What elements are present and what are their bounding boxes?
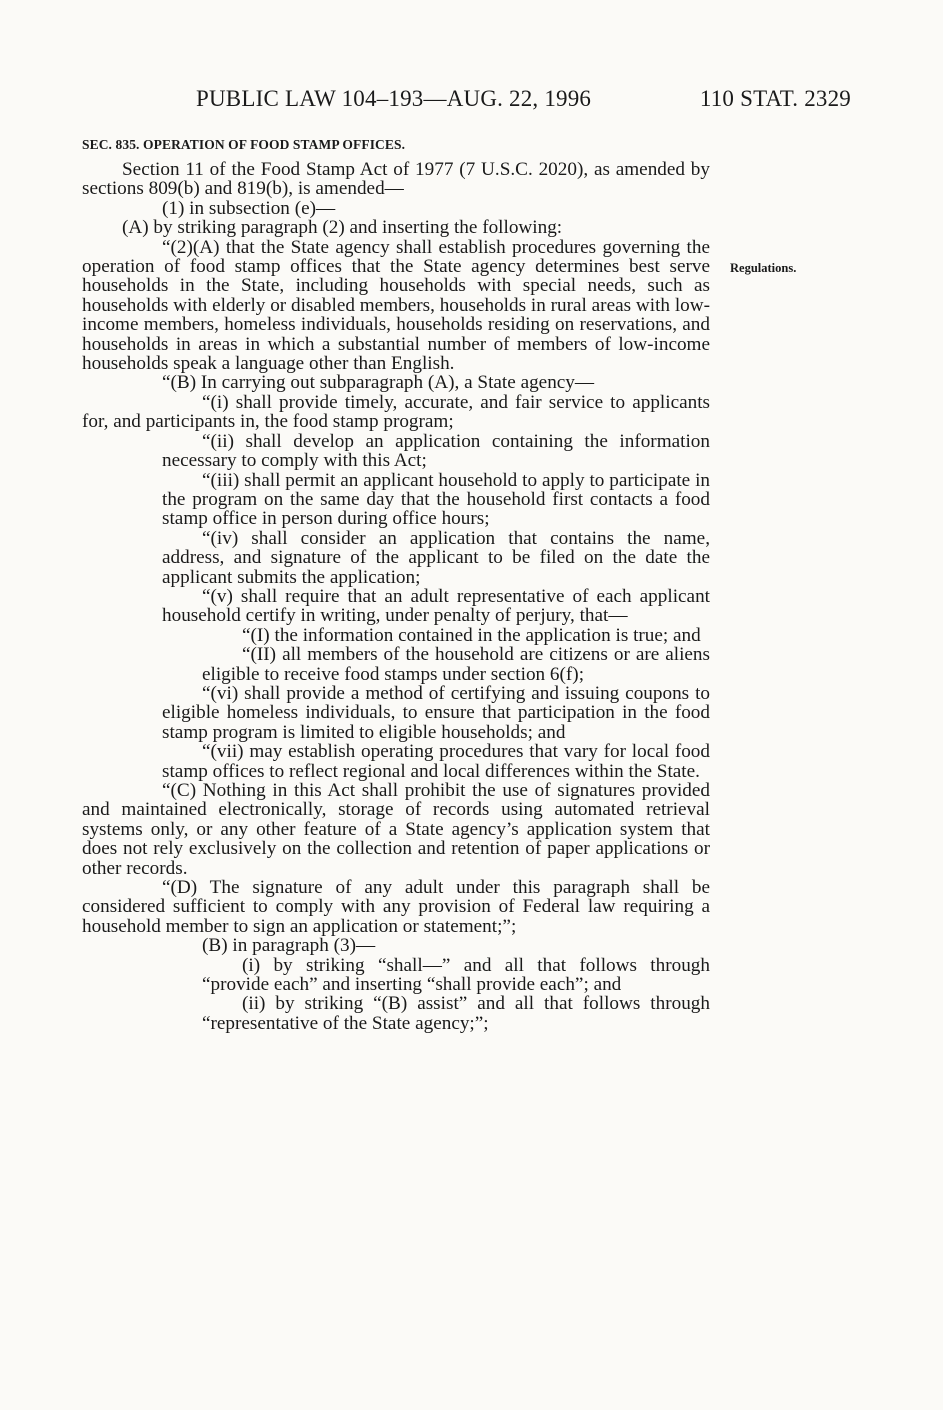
clause-iii bbox=[82, 471, 710, 529]
clause-v-text: “(v) shall require that an adult representative of each applicant household certify in writing, under penalty of perjury, that— bbox=[162, 585, 710, 627]
margin-note: Regulations. bbox=[730, 261, 797, 275]
clause-v bbox=[82, 587, 710, 626]
subclause-II: “(II) all members of the household are citizens or are aliens eligible to receive food stamps under section 6(f); bbox=[202, 644, 710, 685]
paragraph-2-A: “(2)(A) that the State agency shall establish procedures governing the operation of food stamp offices that the State agency determines best serve households in the State, including households with special needs, such as households with elderly or disabled members, households in rural areas with low-income members, homeless individuals, households residing on reservations, and households in areas in which a substantial number of members of low-income households speak a language other than English. bbox=[82, 236, 710, 375]
clause-ii: “(ii) shall develop an application containing the information necessary to comply with this Act; bbox=[162, 430, 710, 472]
header-stat-page: 110 STAT. 2329 bbox=[699, 86, 851, 111]
clause-i bbox=[82, 393, 710, 432]
paragraph-2-D: “(D) The signature of any adult under this paragraph shall be considered sufficient to comply with any provision of Federal law requiring a household member to sign an application or statement;”; bbox=[82, 877, 710, 937]
paragraph-2-B: “(B) In carrying out subparagraph (A), a State agency— bbox=[162, 372, 595, 394]
paragraph-1-A-text: (A) by striking paragraph (2) and inserting the following: bbox=[122, 217, 563, 239]
clause-iii-text: “(iii) shall permit an applicant household to apply to participate in the program on the same day that the household first contacts a food stamp office in person during office hours; bbox=[162, 469, 710, 530]
clause-i-text: “(i) shall provide timely, accurate, and fair service to applicants for, and participants in, the food stamp program; bbox=[82, 391, 710, 433]
clause-iv: “(iv) shall consider an application that contains the name, address, and signature of the applicant to be filed on the date the applicant submits the application; bbox=[162, 527, 710, 588]
paragraph-1-B: (B) in paragraph (3)— bbox=[202, 935, 376, 957]
paragraph-intro: Section 11 of the Food Stamp Act of 1977 (7 U.S.C. 2020), as amended by sections 809(b) and 819(b), is amended— bbox=[82, 159, 710, 200]
paragraph-2-C: “(C) Nothing in this Act shall prohibit the use of signatures provided and maintained electronically, storage of records using automated retrieval systems only, or any other feature of a State agency’s application system that does not rely exclusively on the collection and retention of paper applications or other records. bbox=[82, 780, 710, 879]
paragraph-1-B-i: (i) by striking “shall—” and all that follows through “provide each” and inserting “shall provide each”; and bbox=[202, 954, 710, 996]
clause-vii: “(vii) may establish operating procedures that vary for local food stamp offices to reflect regional and local differences within the State. bbox=[162, 741, 710, 782]
paragraph-1-B-ii: (ii) by striking “(B) assist” and all that follows through “representative of the State agency;”; bbox=[202, 993, 710, 1034]
document-body bbox=[82, 160, 710, 1033]
clause-vi: “(vi) shall provide a method of certifying and issuing coupons to eligible homeless individuals, to ensure that participation in the food stamp program is limited to eligible households; and bbox=[162, 682, 710, 743]
header-law-citation: PUBLIC LAW 104–193—AUG. 22, 1996 bbox=[196, 86, 592, 111]
subclause-I: “(I) the information contained in the application is true; and bbox=[242, 624, 701, 646]
paragraph-1: (1) in subsection (e)— bbox=[162, 197, 336, 219]
paragraph-1-A bbox=[2, 218, 710, 237]
section-title: SEC. 835. OPERATION OF FOOD STAMP OFFICES. bbox=[82, 137, 406, 152]
